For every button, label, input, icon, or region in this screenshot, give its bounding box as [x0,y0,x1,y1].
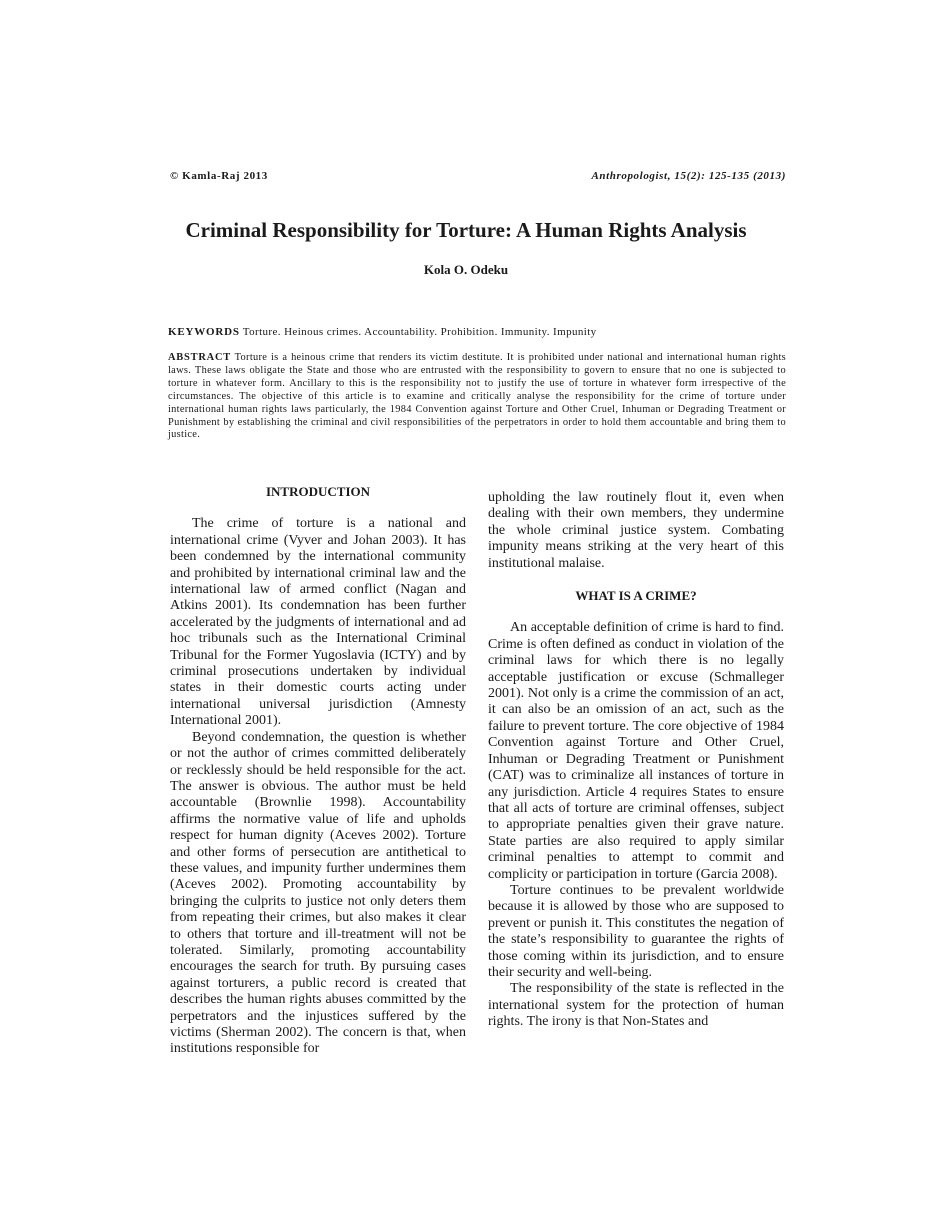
keywords-block [168,326,786,338]
paragraph: An acceptable definition of crime is hard to find. Crime is often defined as conduct in violation of the criminal laws for which there is no legally acceptable justification or excuse (Schmalleger 2001). Not only is a crime the commission of an act, it can also be an omission of an act, such as the failure to prevent torture. The core objective of 1984 Convention against Torture and Other Cruel, Inhuman or Degrading Treatment or Punishment (CAT) was to criminalize all instances of torture in any jurisdiction. Article 4 requires States to ensure that all acts of torture are criminal offenses, subject to appropriate penalties given their grave nature. State parties are also required to apply similar criminal penalties to attempt to commit and complicity or participation in torture (Garcia 2008). [488,620,784,882]
abstract-text: Torture is a heinous crime that renders its victim destitute. It is prohibited under national and international human rights laws. These laws obligate the State and those who are entrusted with the responsibility to govern to ensure that no one is subjected to torture in whatever form. Ancillary to this is the responsibility not to justify the use of torture in whatever form irrespective of the circumstances. The objective of this article is to examine and critically analyse the responsibility for the crime of torture under international human rights laws particularly, the 1984 Convention against Torture and Other Cruel, Inhuman or Degrading Treatment or Punishment by establishing the criminal and civil responsibilities of the perpetrators in order to hold them accountable and bring them to justice. [168,352,787,441]
body-column-right [488,490,784,1031]
section-heading-what-is-a-crime: WHAT IS A CRIME? [575,588,697,604]
article-author: Kola O. Odeku [423,262,509,277]
paragraph: Torture continues to be prevalent worldwide because it is allowed by those who are supposed to prevent or punish it. This constitutes the negation of the state’s responsibility to guarantee the rights of those coming within its jurisdiction, and to ensure their security and well-being. [488,882,784,980]
section-heading-introduction: INTRODUCTION [265,484,370,499]
paragraph: The crime of torture is a national and international crime (Vyver and Johan 2003). It has been condemned by the international community and prohibited by international criminal law and the international law of armed conflict (Nagan and Atkins 2001). Its condemnation has been further accelerated by the judgments of international and ad hoc tribunals such as the International Criminal Tribunal for the Former Yugoslavia (ICTY) and by criminal prosecutions undertaken by individual states in their domestic courts acting under international universal jurisdiction (Amnesty International 2001). [170,516,466,729]
keywords-label: KEYWORDS [168,326,240,338]
copyright-notice: © Kamla-Raj 2013 [170,170,268,182]
journal-citation: Anthropologist, 15(2): 125-135 (2013) [591,170,786,182]
abstract-label: ABSTRACT [168,352,231,363]
paragraph: The responsibility of the state is reflected in the international system for the protection of human rights. The irony is that Non-States and [488,981,784,1030]
paragraph: Beyond condemnation, the question is whether or not the author of crimes committed deliberately or recklessly should be held responsible for the act. The answer is obvious. The author must be held accountable (Brownlie 1998). Accountability affirms the normative value of life and upholds respect for human dignity (Aceves 2002). Torture and other forms of persecution are antithetical to these values, and impunity further undermines them (Aceves 2002). Promoting accountability by bringing the culprits to justice not only deters them from repeating their crimes, but also makes it clear to others that torture and ill-treatment will not be tolerated. Similarly, promoting accountability encourages the search for truth. By pursuing cases against torturers, a public record is created that describes the human rights abuses committed by the perpetrators and the injustices suffered by the victims (Sherman 2002). The concern is that, when institutions responsible for [170,729,466,1057]
abstract-block [168,352,786,442]
keywords-text: Torture. Heinous crimes. Accountability. Prohibition. Immunity. Impunity [242,326,597,338]
body-column-left [170,484,466,1058]
article-title: Criminal Responsibility for Torture: A Human Rights Analysis [185,218,747,242]
paragraph: upholding the law routinely flout it, even when dealing with their own members, they undermine the whole criminal justice system. Combating impunity means striking at the very heart of this institutional malaise. [488,490,784,571]
